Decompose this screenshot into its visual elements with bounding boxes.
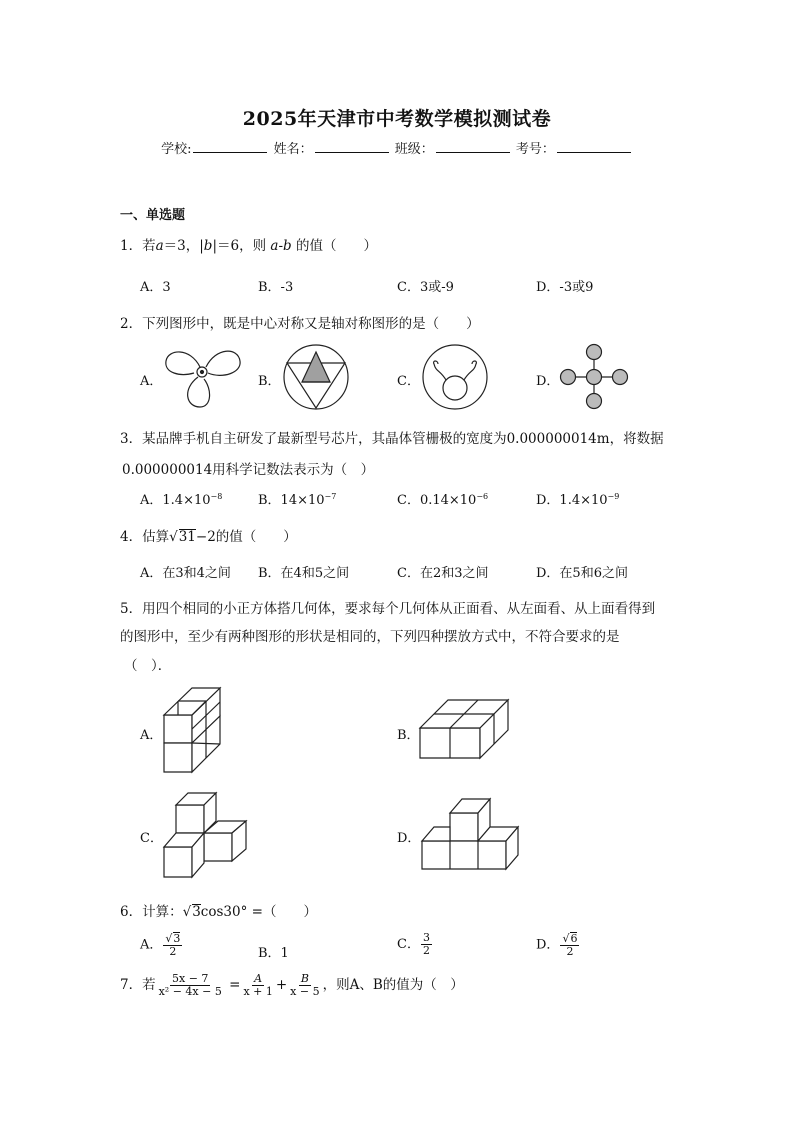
q4-option-b[interactable]: B．在4和5之间: [258, 566, 350, 581]
question-3-line-2: 0.000000014用科学记数法表示为（ ）: [122, 462, 375, 478]
q4-option-c[interactable]: C．在2和3之间: [397, 566, 489, 581]
question-4: 4．估算√31−2的值（ ）: [120, 529, 297, 545]
q5-figure-a-cubes: [163, 687, 223, 775]
q2-figure-d-ball-cross: [558, 343, 630, 411]
q2-figure-a-propeller: [160, 345, 245, 410]
q7-fraction-b: $\frac{B}{x - 5}$: [290, 972, 320, 999]
question-1: 1．若a＝3，|b|＝6，则 a-b 的值（ ）: [120, 238, 377, 254]
name-label: 姓名：: [273, 142, 313, 157]
q4-radicand: 31: [178, 529, 196, 545]
student-info-line: [0, 138, 794, 157]
exam-no-label: 考号：: [515, 142, 555, 157]
q1-option-b[interactable]: B．-3: [258, 280, 294, 295]
q5-option-a[interactable]: A．: [140, 728, 163, 743]
q1-option-a[interactable]: A．3: [140, 280, 171, 295]
page-title: 2025年天津市中考数学模拟测试卷: [242, 108, 552, 130]
q3-option-b[interactable]: B．$14\times 10^{-7}$: [258, 492, 337, 508]
question-5-line-1: 5．用四个相同的小正方体搭几何体，要求每个几何体从正面看、从左面看、从上面看得到: [120, 601, 656, 617]
q1-suffix: 的值（ ）: [295, 238, 377, 254]
q7-fraction-a: $\frac{A}{x + 1}$: [243, 972, 273, 999]
question-6: 6．计算：√3cos30° =（ ）: [120, 904, 317, 920]
q6-option-d[interactable]: D． $\frac{√6}{2}$: [536, 932, 578, 959]
name-blank[interactable]: [315, 140, 389, 153]
q2-option-c[interactable]: C．: [397, 374, 420, 389]
q6-option-b[interactable]: B．1: [258, 946, 289, 961]
q5-option-c[interactable]: C．: [140, 831, 163, 846]
q5-figure-d-cubes: [421, 798, 521, 870]
q5-option-d[interactable]: D．: [397, 831, 421, 846]
school-blank[interactable]: [193, 140, 267, 153]
class-label: 班级：: [394, 142, 434, 157]
q4-option-d[interactable]: D．在5和6之间: [536, 566, 628, 581]
q6-option-a[interactable]: A． $\frac{√3}{2}$: [140, 932, 181, 959]
question-3-line-1: 3．某品牌手机自主研发了最新型号芯片，其晶体管栅极的宽度为0.000000014m，将数据: [120, 431, 664, 447]
class-blank[interactable]: [436, 140, 510, 153]
q2-figure-b-triangle-circle: [282, 344, 352, 410]
exam-no-blank[interactable]: [557, 140, 631, 153]
question-2: 2．下列图形中，既是中心对称又是轴对称图形的是（ ）: [120, 316, 480, 332]
q1-option-c[interactable]: C．3或-9: [397, 280, 454, 295]
q5-figure-b-cubes: [419, 699, 511, 761]
q6-radicand: 3: [192, 904, 201, 920]
q2-option-d[interactable]: D．: [536, 374, 560, 389]
q2-figure-c-curl-circle: [420, 344, 490, 410]
q7-fraction-left: $\frac{5x - 7}{\text{x² − 4x − 5}}$: [158, 972, 222, 999]
q1-prefix: 1．若: [120, 238, 156, 254]
q2-option-b[interactable]: B．: [258, 374, 281, 389]
q1-option-d[interactable]: D．-3或9: [536, 280, 594, 295]
q3-option-a[interactable]: A．$1.4\times 10^{-8}$: [140, 492, 223, 508]
school-label: 学校:: [161, 142, 192, 157]
question-5-line-2: 的图形中，至少有两种图形的形状是相同的，下列四种摆放方式中，不符合要求的是: [120, 629, 620, 645]
q2-option-a[interactable]: A．: [140, 374, 163, 389]
q3-option-d[interactable]: D．$1.4\times 10^{-9}$: [536, 492, 620, 508]
q5-option-b[interactable]: B．: [397, 728, 420, 743]
q5-figure-c-cubes: [163, 790, 249, 880]
q4-option-a[interactable]: A．在3和4之间: [140, 566, 231, 581]
question-7: 7．若 $\frac{5x - 7}{\text{x² − 4x − 5}}$ = $\frac{A}{x + 1}$ + $\frac{B}{x - 5}$ ，则A、B的值为（ ）: [120, 972, 464, 999]
q6-option-c[interactable]: C． $\frac{3}{2}$: [397, 931, 430, 958]
section-title: 一、单选题: [120, 208, 186, 223]
question-5-line-3: （ ）．: [124, 658, 172, 674]
q3-option-c[interactable]: C．$0.14\times 10^{-6}$: [397, 492, 489, 508]
